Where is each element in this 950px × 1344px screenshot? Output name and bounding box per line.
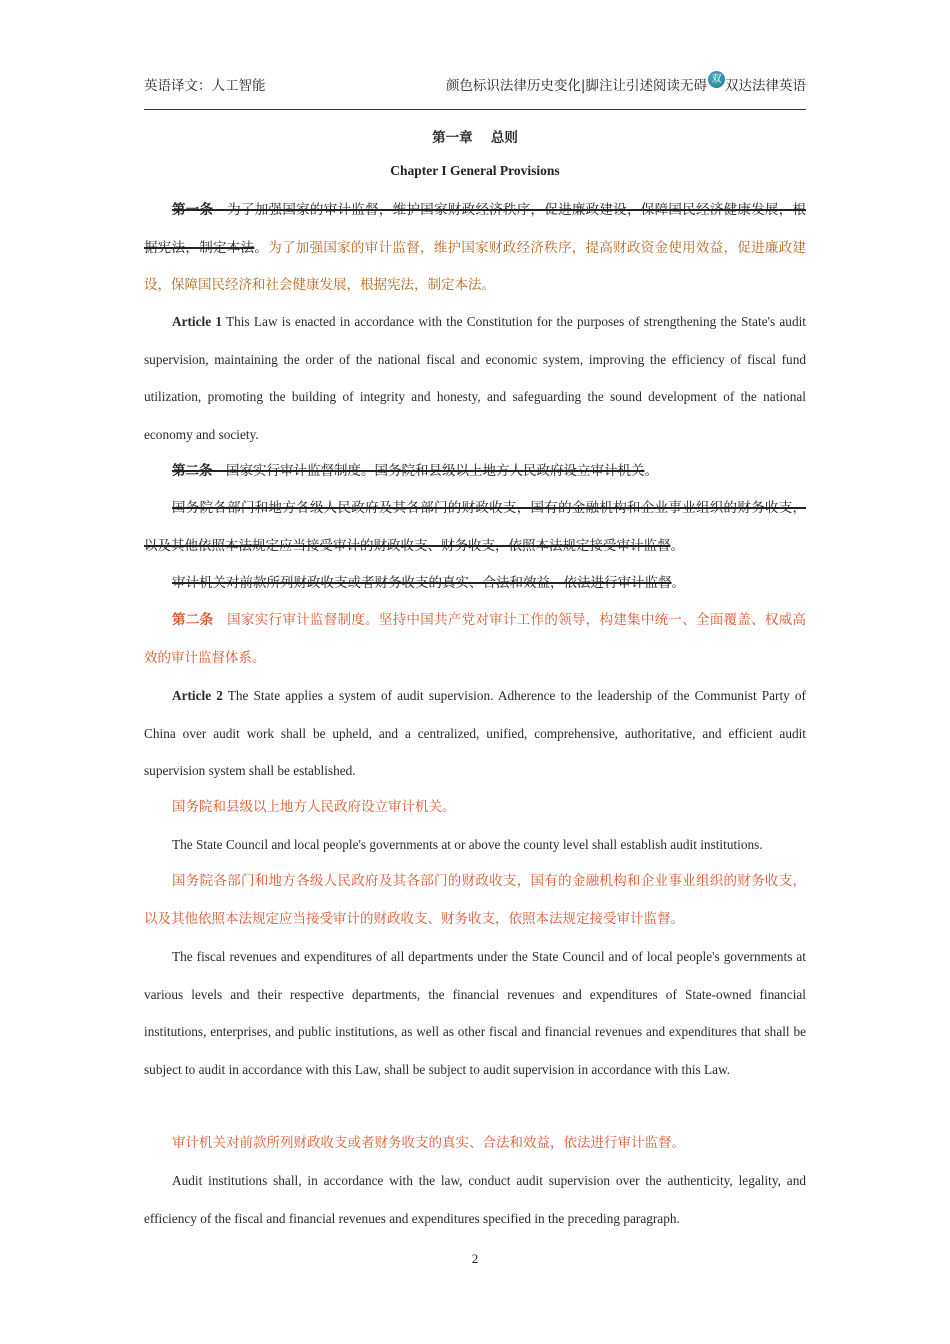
page-header (144, 72, 806, 110)
chapter-title-en: Chapter I General Provisions (390, 163, 560, 178)
article2-old-p2-text: 国务院各部门和地方各级人民政府及其各部门的财政收支，国有的金融机构和企业事业组织的财务收支，以及其他依照本法规定应当接受审计的财政收支、财务收支，依照本法规定接受审计监督 (144, 500, 806, 554)
header-tagline (446, 74, 806, 94)
article2-en (144, 677, 806, 790)
article1-cn (144, 192, 806, 305)
page-number: 2 (471, 1251, 479, 1266)
article2-old-label: 第二条 (172, 463, 213, 479)
article2-cn-p4: 审计机关对前款所列财政收支或者财务收支的真实、合法和效益，依法进行审计监督。 (172, 1135, 685, 1151)
article2-old-p3-tail: 。 (671, 575, 685, 591)
article1-en-text: This Law is enacted in accordance with the Constitution for the purposes of strengthening the State's audit supervision, maintaining the order of the national fiscal and economic system, improving the efficiency of fiscal fund utilization, promoting the building of integrity and honesty, and safeguarding the sound development of the national economy and society. (144, 314, 806, 442)
article2-new-cn (144, 602, 806, 677)
article2-en-label: Article 2 (172, 688, 223, 703)
article1-cn-amended: 为了加强国家的审计监督，维护国家财政经济秩序，提高财政资金使用效益，促进廉政建设，保障国民经济和社会健康发展，根据宪法，制定本法。 (144, 239, 807, 293)
chapter-title-cn: 第一章 总则 (432, 130, 518, 146)
article2-new-label: 第二条 (172, 612, 214, 628)
header-tagline-text: 颜色标识法律历史变化|脚注让引述阅读无碍 (445, 78, 707, 94)
brand-logo-icon: 双 (708, 71, 725, 88)
article2-old-p1 (144, 453, 806, 491)
article2-old-p1-tail: 。 (644, 463, 658, 479)
header-brand-name: 双达法律英语 (725, 78, 806, 94)
article1-en-label: Article 1 (172, 314, 223, 329)
article1-cn-deleted-tail: 。 (254, 239, 269, 256)
article2-old-p3 (144, 565, 806, 603)
article1-en (144, 303, 806, 453)
article2-cn-p2: 国务院和县级以上地方人民政府设立审计机关。 (172, 799, 456, 815)
article2-en-text: The State applies a system of audit supervision. Adherence to the leadership of the Communist Party of China over audit work shall be upheld, and a centralized, unified, comprehensive, authoritative, and efficient audit supervision system shall be established. (144, 688, 806, 778)
article1-cn-deleted: 为了加强国家的审计监督，维护国家财政经济秩序，促进廉政建设，保障国民经济健康发展，根据宪法，制定本法 (144, 202, 807, 256)
article2-old-p2-tail: 。 (670, 537, 684, 554)
article2-en-p3: The fiscal revenues and expenditures of all departments under the State Council and of local people's governments at various levels and their respective departments, the financial revenues and expenditures of State-owned financial institutions, enterprises, and public institutions, as well as other fiscal and financial revenues and expenditures that shall be subject to audit in accordance with this Law, shall be subject to audit supervision in accordance with this Law. (144, 949, 806, 1077)
article2-new-cn-text: 国家实行审计监督制度。坚持中国共产党对审计工作的领导，构建集中统一、全面覆盖、权威高效的审计监督体系。 (144, 612, 807, 666)
article2-old-p2 (144, 490, 806, 565)
article2-cn-p3: 国务院各部门和地方各级人民政府及其各部门的财政收支，国有的金融机构和企业事业组织的财务收支，以及其他依照本法规定应当接受审计的财政收支、财务收支，依照本法规定接受审计监督。 (144, 873, 806, 927)
article2-en-p2: The State Council and local people's governments at or above the county level shall establish audit institutions. (172, 837, 763, 852)
header-translation-label: 英语译文：人工智能 (144, 78, 266, 94)
article2-old-p3-text: 审计机关对前款所列财政收支或者财务收支的真实、合法和效益，依法进行审计监督 (172, 575, 672, 591)
article1-cn-label: 第一条 (172, 202, 214, 218)
article2-en-p4: Audit institutions shall, in accordance with the law, conduct audit supervision over the authenticity, legality, and efficiency of the fiscal and financial revenues and expenditures specified in the preceding paragraph. (144, 1173, 806, 1226)
article2-old-p1-text: 国家实行审计监督制度。国务院和县级以上地方人民政府设立审计机关 (226, 463, 645, 479)
